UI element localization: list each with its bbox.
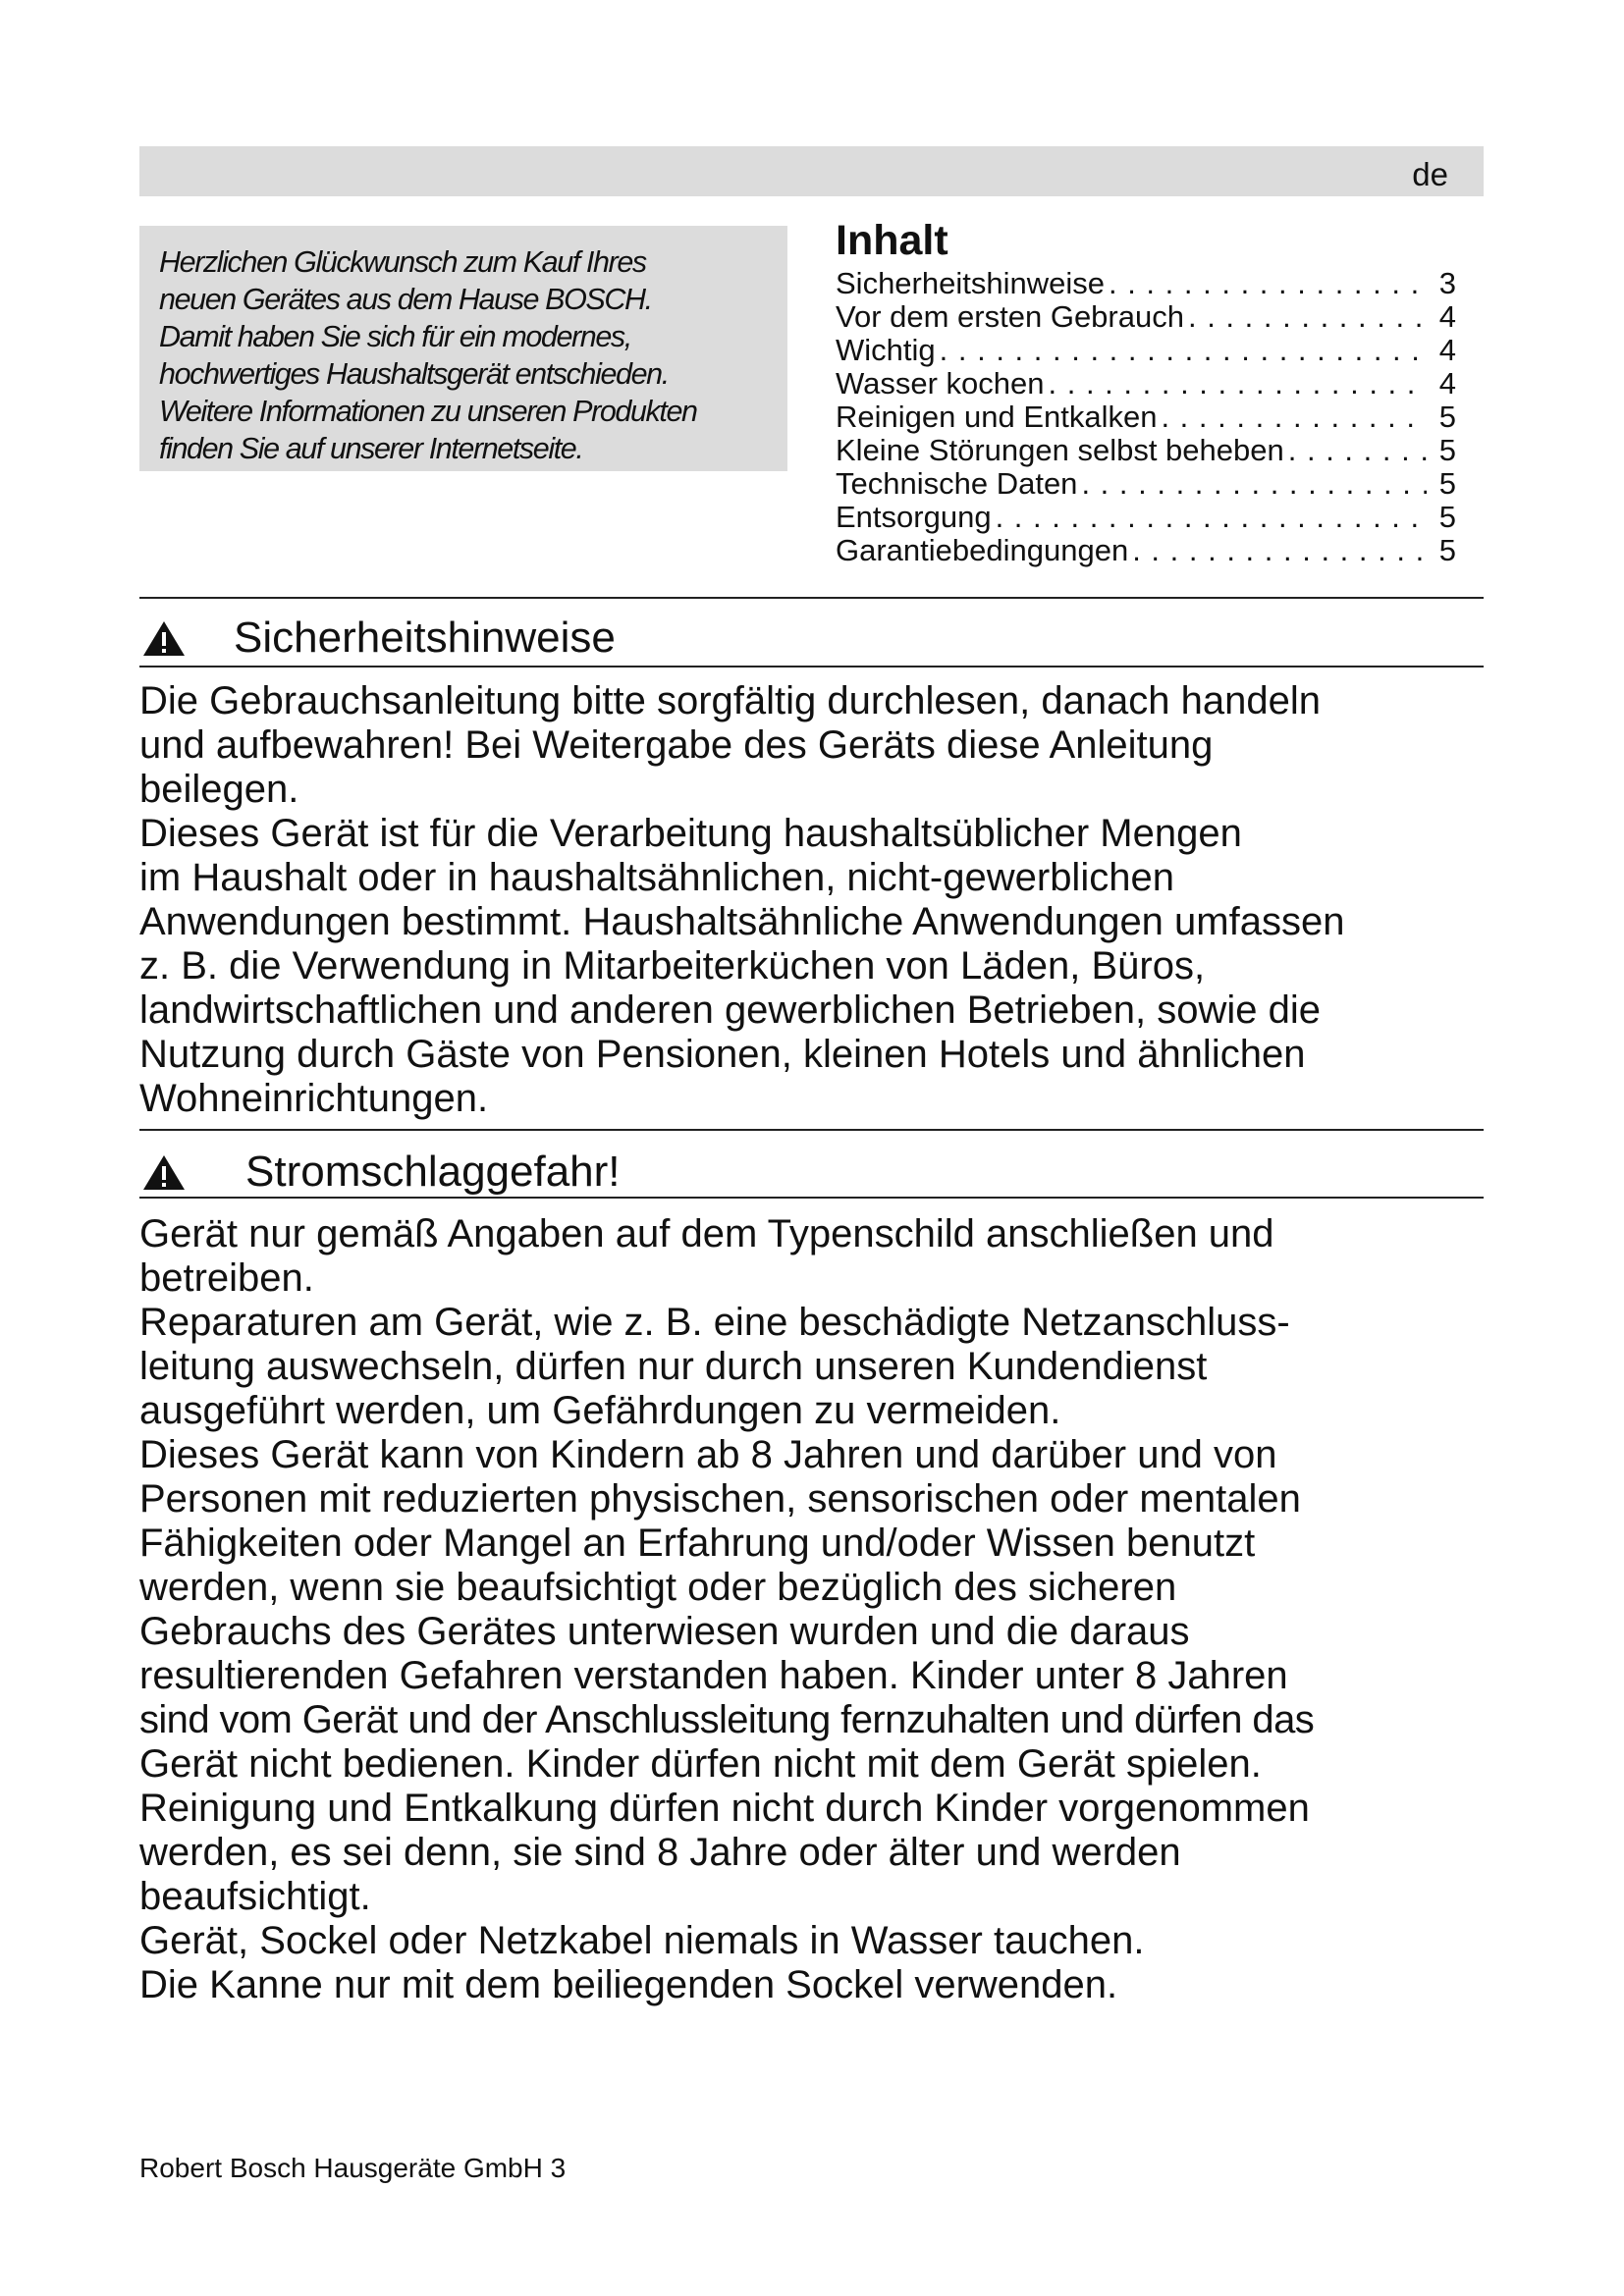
toc-item-label: Technische Daten bbox=[836, 466, 1078, 501]
text-line: werden, es sei denn, sie sind 8 Jahre oder älter und werden bbox=[139, 1831, 1181, 1874]
text-line: Dieses Gerät ist für die Verarbeitung haushaltsüblicher Mengen bbox=[139, 812, 1242, 855]
toc-item-page: 5 bbox=[1438, 400, 1456, 434]
warning-triangle-icon bbox=[141, 1152, 187, 1192]
greeting-line: hochwertiges Haushaltsgerät entschieden. bbox=[159, 357, 669, 391]
language-code: de bbox=[1412, 156, 1448, 192]
section-divider bbox=[139, 1197, 1484, 1199]
toc-item-garantiebedingungen[interactable] bbox=[836, 534, 1456, 567]
toc-item-label: Wichtig bbox=[836, 333, 936, 367]
toc-item-wichtig[interactable] bbox=[836, 334, 1456, 367]
toc-item-label: Garantiebedingungen bbox=[836, 533, 1129, 567]
toc-item-label: Vor dem ersten Gebrauch bbox=[836, 299, 1184, 334]
toc-item-sicherheitshinweise[interactable] bbox=[836, 267, 1456, 300]
text-line: Anwendungen bestimmt. Haushaltsähnliche Anwendungen umfassen bbox=[139, 900, 1345, 943]
toc-item-reinigen-und-entkalken[interactable] bbox=[836, 400, 1456, 434]
greeting-line: Weitere Informationen zu unseren Produkten bbox=[159, 395, 697, 428]
text-line: leitung auswechseln, dürfen nur durch unseren Kundendienst bbox=[139, 1345, 1208, 1388]
toc-item-page: 5 bbox=[1438, 500, 1456, 534]
text-line: ausgeführt werden, um Gefährdungen zu vermeiden. bbox=[139, 1389, 1061, 1432]
text-line: werden, wenn sie beaufsichtigt oder bezüglich des sicheren bbox=[139, 1566, 1177, 1609]
greeting-line: Herzlichen Glückwunsch zum Kauf Ihres bbox=[159, 245, 646, 279]
safety-section-header bbox=[139, 609, 1484, 667]
text-line: Gebrauchs des Gerätes unterwiesen wurden und die daraus bbox=[139, 1610, 1190, 1653]
text-line: resultierenden Gefahren verstanden haben. Kinder unter 8 Jahren bbox=[139, 1654, 1288, 1697]
toc-item-label: Entsorgung bbox=[836, 500, 992, 534]
electric-section-header bbox=[139, 1143, 1484, 1201]
toc-title: Inhalt bbox=[836, 217, 948, 264]
text-line: Die Kanne nur mit dem beiliegenden Sockel verwenden. bbox=[139, 1963, 1118, 2006]
section-divider bbox=[139, 666, 1484, 667]
toc-item-page: 5 bbox=[1438, 433, 1456, 467]
toc-item-vor-dem-ersten-gebrauch[interactable] bbox=[836, 300, 1456, 334]
text-line: Wohneinrichtungen. bbox=[139, 1077, 489, 1120]
greeting-line: neuen Gerätes aus dem Hause BOSCH. bbox=[159, 283, 652, 316]
section-divider bbox=[139, 1129, 1484, 1131]
toc-item-page: 4 bbox=[1438, 299, 1456, 334]
language-bar bbox=[139, 146, 1484, 196]
table-of-contents bbox=[836, 214, 1456, 567]
toc-item-page: 4 bbox=[1438, 333, 1456, 367]
electric-text bbox=[139, 1212, 1494, 2007]
greeting-line: finden Sie auf unserer Internetseite. bbox=[159, 432, 583, 465]
text-line: Gerät nur gemäß Angaben auf dem Typenschild anschließen und bbox=[139, 1212, 1274, 1255]
text-line: beaufsichtigt. bbox=[139, 1875, 371, 1918]
toc-item-kleine-stoerungen[interactable] bbox=[836, 434, 1456, 467]
warning-triangle-icon bbox=[141, 618, 187, 658]
text-line: Reinigung und Entkalkung dürfen nicht durch Kinder vorgenommen bbox=[139, 1787, 1310, 1830]
toc-item-page: 3 bbox=[1438, 266, 1456, 300]
toc-item-label: Reinigen und Entkalken bbox=[836, 400, 1158, 434]
toc-item-page: 5 bbox=[1438, 466, 1456, 501]
electric-section-title: Stromschlaggefahr! bbox=[245, 1148, 621, 1196]
text-line: im Haushalt oder in haushaltsähnlichen, nicht-gewerblichen bbox=[139, 856, 1174, 899]
greeting-line: Damit haben Sie sich für ein modernes, bbox=[159, 320, 631, 353]
text-line: beilegen. bbox=[139, 768, 299, 811]
text-line: Die Gebrauchsanleitung bitte sorgfältig durchlesen, danach handeln bbox=[139, 679, 1322, 722]
text-line: Nutzung durch Gäste von Pensionen, kleinen Hotels und ähnlichen bbox=[139, 1033, 1306, 1076]
section-divider bbox=[139, 597, 1484, 599]
text-line: Gerät, Sockel oder Netzkabel niemals in Wasser tauchen. bbox=[139, 1919, 1145, 1962]
toc-item-page: 4 bbox=[1438, 366, 1456, 400]
toc-list bbox=[836, 267, 1456, 567]
toc-item-label: Sicherheitshinweise bbox=[836, 266, 1105, 300]
greeting-box bbox=[139, 226, 787, 471]
text-line: Reparaturen am Gerät, wie z. B. eine beschädigte Netzanschluss- bbox=[139, 1301, 1290, 1344]
text-line: z. B. die Verwendung in Mitarbeiterküchen von Läden, Büros, bbox=[139, 944, 1206, 988]
toc-item-technische-daten[interactable] bbox=[836, 467, 1456, 501]
text-line: betreiben. bbox=[139, 1256, 314, 1300]
toc-item-page: 5 bbox=[1438, 533, 1456, 567]
text-line: und aufbewahren! Bei Weitergabe des Geräts diese Anleitung bbox=[139, 723, 1214, 767]
text-line: Dieses Gerät kann von Kindern ab 8 Jahren und darüber und von bbox=[139, 1433, 1277, 1476]
text-line: sind vom Gerät und der Anschlussleitung fernzuhalten und dürfen das bbox=[139, 1698, 1315, 1741]
text-line: landwirtschaftlichen und anderen gewerblichen Betrieben, sowie die bbox=[139, 988, 1321, 1032]
toc-item-label: Kleine Störungen selbst beheben bbox=[836, 433, 1284, 467]
toc-item-label: Wasser kochen bbox=[836, 366, 1045, 400]
text-line: Gerät nicht bedienen. Kinder dürfen nicht mit dem Gerät spielen. bbox=[139, 1742, 1262, 1786]
text-line: Personen mit reduzierten physischen, sensorischen oder mentalen bbox=[139, 1477, 1301, 1521]
safety-section-title: Sicherheitshinweise bbox=[234, 614, 616, 662]
toc-item-entsorgung[interactable] bbox=[836, 501, 1456, 534]
toc-item-wasser-kochen[interactable] bbox=[836, 367, 1456, 400]
text-line: Fähigkeiten oder Mangel an Erfahrung und/oder Wissen benutzt bbox=[139, 1522, 1256, 1565]
safety-text bbox=[139, 679, 1494, 1121]
page-footer: Robert Bosch Hausgeräte GmbH 3 bbox=[139, 2153, 567, 2183]
